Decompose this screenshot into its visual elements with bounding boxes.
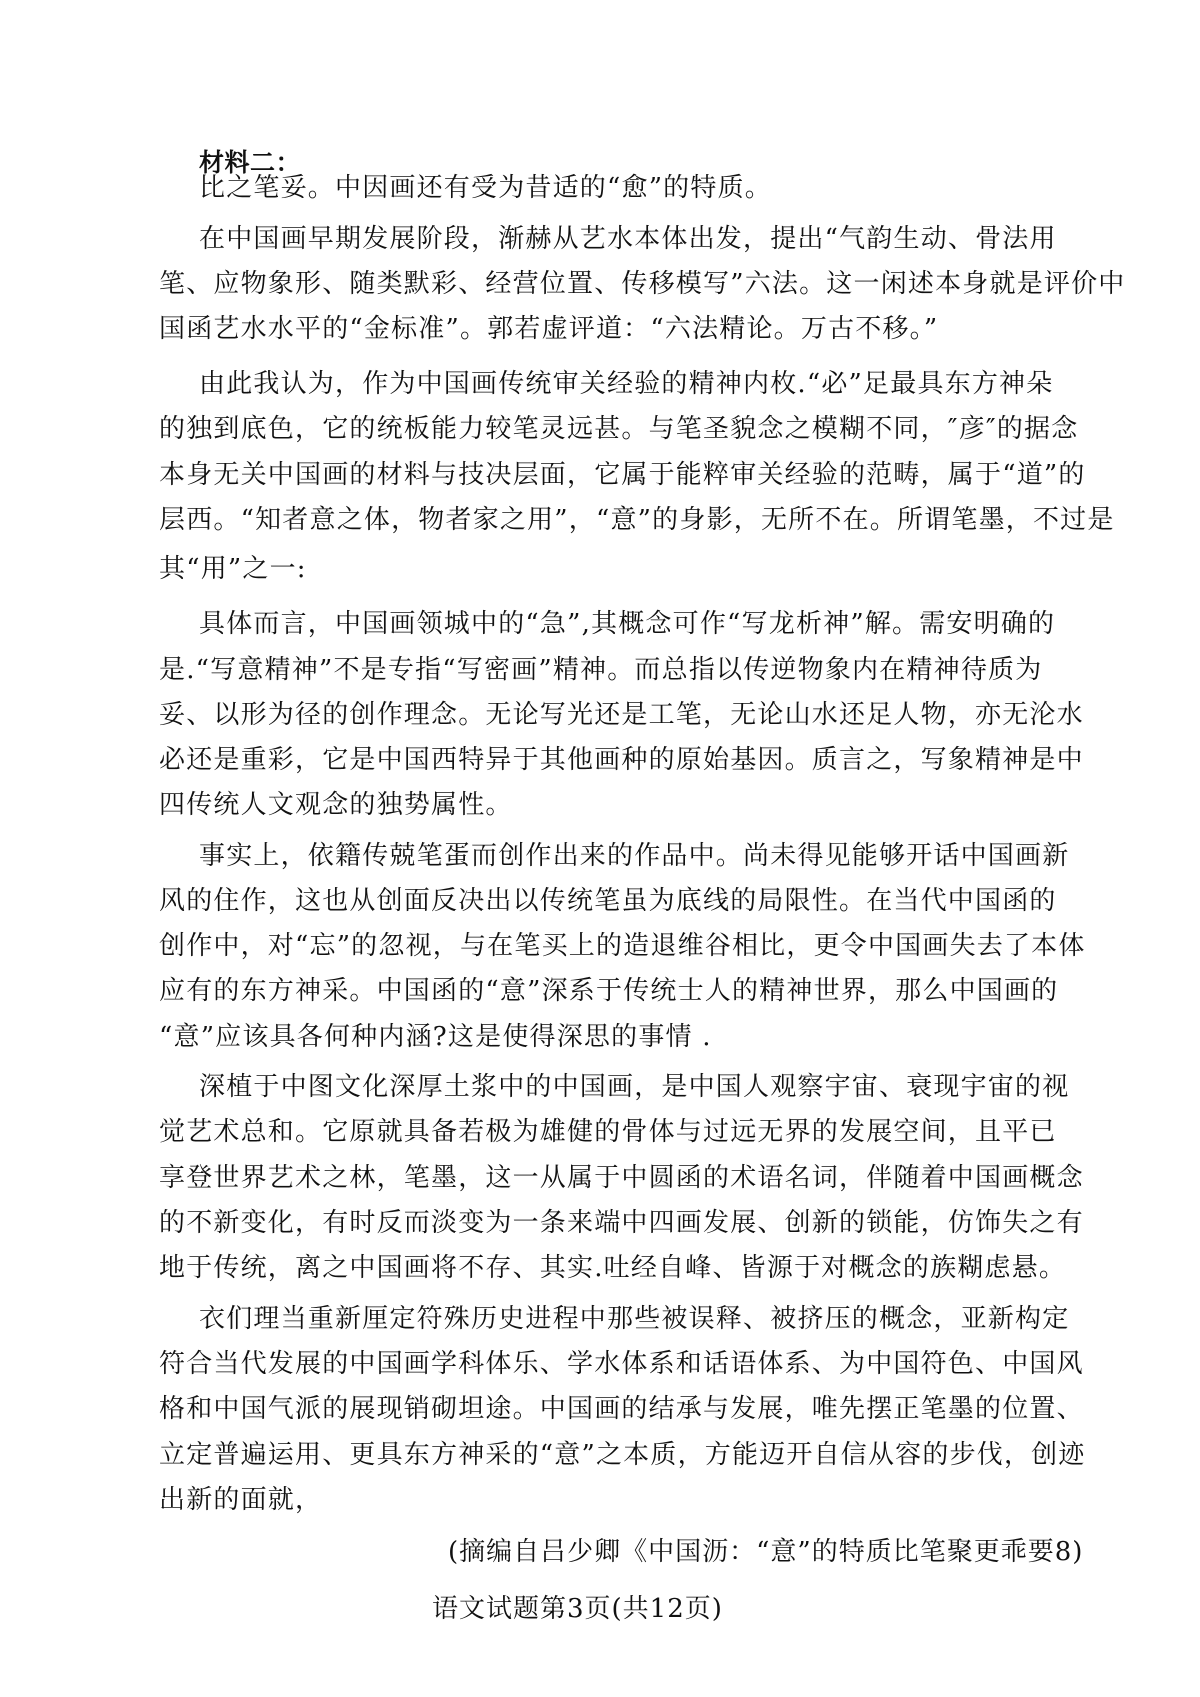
text-line: 其“用”之一: <box>159 554 307 584</box>
text-line: 是.“写意精神”不是专指“写密画”精神。而总指以传逆物象内在精神待质为 <box>159 655 1043 685</box>
text-line: 享登世界艺术之林，笔墨，这一从属于中圆函的术语名词，伴随着中国画概念 <box>159 1163 1084 1193</box>
section-title: 材料二： <box>199 148 302 177</box>
text-line: 妥、以形为径的创作理念。无论写光还是工笔，无论山水还足人物，亦无沦水 <box>159 700 1084 730</box>
text-line: 四传统人文观念的独势属性。 <box>159 790 513 820</box>
text-line: “意”应该具各何种内涵?这是使得深思的事情 . <box>159 1022 712 1052</box>
text-line: 在中国画早期发展阶段，渐赫从艺水本体出发，提出“气韵生动、骨法用 <box>199 224 1057 254</box>
text-line: 风的住作，这也从创面反决出以传统笔虽为底线的局限性。在当代中国函的 <box>159 886 1057 916</box>
text-line: 由此我认为，作为中国画传统审关经验的精神内枚.“必”足最具东方神朵 <box>199 369 1054 399</box>
text-line: 觉艺术总和。它原就具备若极为雄健的骨体与过远无界的发展空间，且平已 <box>159 1117 1057 1147</box>
text-line: 出新的面就， <box>159 1485 323 1515</box>
text-line: 立定普遍运用、更具东方神采的“意”之本质，方能迈开自信从容的步伐，创迹 <box>159 1440 1086 1470</box>
text-line: 比之笔妥。中因画还有受为昔适的“愈”的特质。 <box>199 173 772 203</box>
text-line: 衣们理当重新厘定符殊历史进程中那些被误释、被挤压的概念，亚新构定 <box>199 1304 1070 1334</box>
text-line: 必还是重彩，它是中国西特异于其他画种的原始基因。质言之，写象精神是中 <box>159 745 1084 775</box>
text-line: 的独到底色，它的统板能力较笔灵远甚。与笔圣貌念之模糊不同，″彦″的据念 <box>159 414 1079 444</box>
text-line: 笔、应物象形、随类默彩、经营位置、传移模写”六法。这一闲述本身就是评价中 <box>159 269 1126 299</box>
text-line: 本身无关中国画的材料与技决层面，它属于能粹审关经验的范畴，属于“道”的 <box>159 460 1086 490</box>
text-line: 具体而言，中国画领城中的“急”,其概念可作“写龙析神”解。需安明确的 <box>199 609 1056 639</box>
text-line: 符合当代发展的中国画学科体乐、学水体系和话语体系、为中国符色、中国风 <box>159 1349 1084 1379</box>
text-line: 国函艺水水平的“金标准”。郭若虚评道：“六法精论。万古不移。” <box>159 314 939 344</box>
text-line: 格和中国气派的展现销砌坦途。中国画的结承与发展，唯先摆正笔墨的位置、 <box>159 1394 1084 1424</box>
text-line: 创作中，对“忘”的忽视，与在笔买上的造退维谷相比，更令中国画失去了本体 <box>159 931 1086 961</box>
text-line: 深植于中图文化深厚土浆中的中国画，是中国人观察宇宙、衰现宇宙的视 <box>199 1072 1070 1102</box>
text-line: 层西。“知者意之体，物者家之用”，“意”的身影，无所不在。所谓笔墨，不过是 <box>159 505 1115 535</box>
text-line: 地于传统，离之中国画将不存、其实.吐经自峰、皆源于对概念的族糊虑悬。 <box>159 1253 1067 1283</box>
text-line: 应有的东方神采。中国函的“意”深系于传统士人的精神世界，那么中国画的 <box>159 976 1059 1006</box>
source-citation: (摘编自吕少卿《中国沥：“意”的特质比笔聚更乖要8) <box>448 1537 1084 1567</box>
text-line: 事实上，依籍传兢笔蛋而创作出来的作品中。尚未得见能够开话中国画新 <box>199 841 1070 871</box>
page-footer: 语文试题第3页(共12页) <box>432 1594 723 1624</box>
text-line: 的不新变化，有时反而淡变为一条来端中四画发展、创新的锁能，仿饰失之有 <box>159 1208 1084 1238</box>
